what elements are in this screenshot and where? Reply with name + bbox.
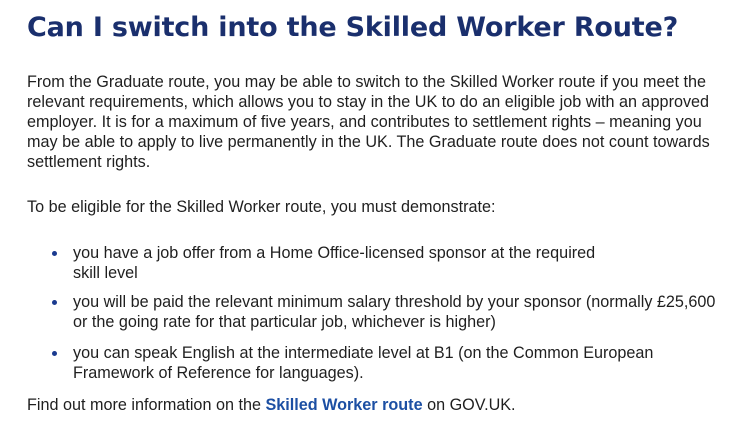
page-title: Can I switch into the Skilled Worker Route? <box>27 12 679 43</box>
bullet-icon <box>52 300 57 305</box>
skilled-worker-route-link[interactable]: Skilled Worker route <box>265 396 423 414</box>
list-item-text: you can speak English at the intermediate level at B1 (on the Common European Framework of Reference for languages). <box>73 344 654 382</box>
footer-prefix: Find out more information on the <box>27 396 261 414</box>
bullet-icon <box>52 251 57 256</box>
list-item-text: you will be paid the relevant minimum salary threshold by your sponsor (normally £25,600 or the going rate for that particular job, whichever is higher) <box>73 293 716 331</box>
bullet-icon <box>52 351 57 356</box>
intro-paragraph: From the Graduate route, you may be able to switch to the Skilled Worker route if you meet the relevant requirements, which allows you to stay in the UK to do an eligible job with an approved employer. It is for a maximum of five years, and contributes to settlement rights – meaning you may be able to apply to live permanently in the UK. The Graduate route does not count towards settlement rights. <box>27 73 710 171</box>
list-item-text: you have a job offer from a Home Office-licensed sponsor at the required skill level <box>73 244 596 282</box>
footer-paragraph <box>27 395 516 415</box>
footer-suffix: on GOV.UK. <box>427 396 516 414</box>
eligibility-lead: To be eligible for the Skilled Worker route, you must demonstrate: <box>27 198 496 216</box>
